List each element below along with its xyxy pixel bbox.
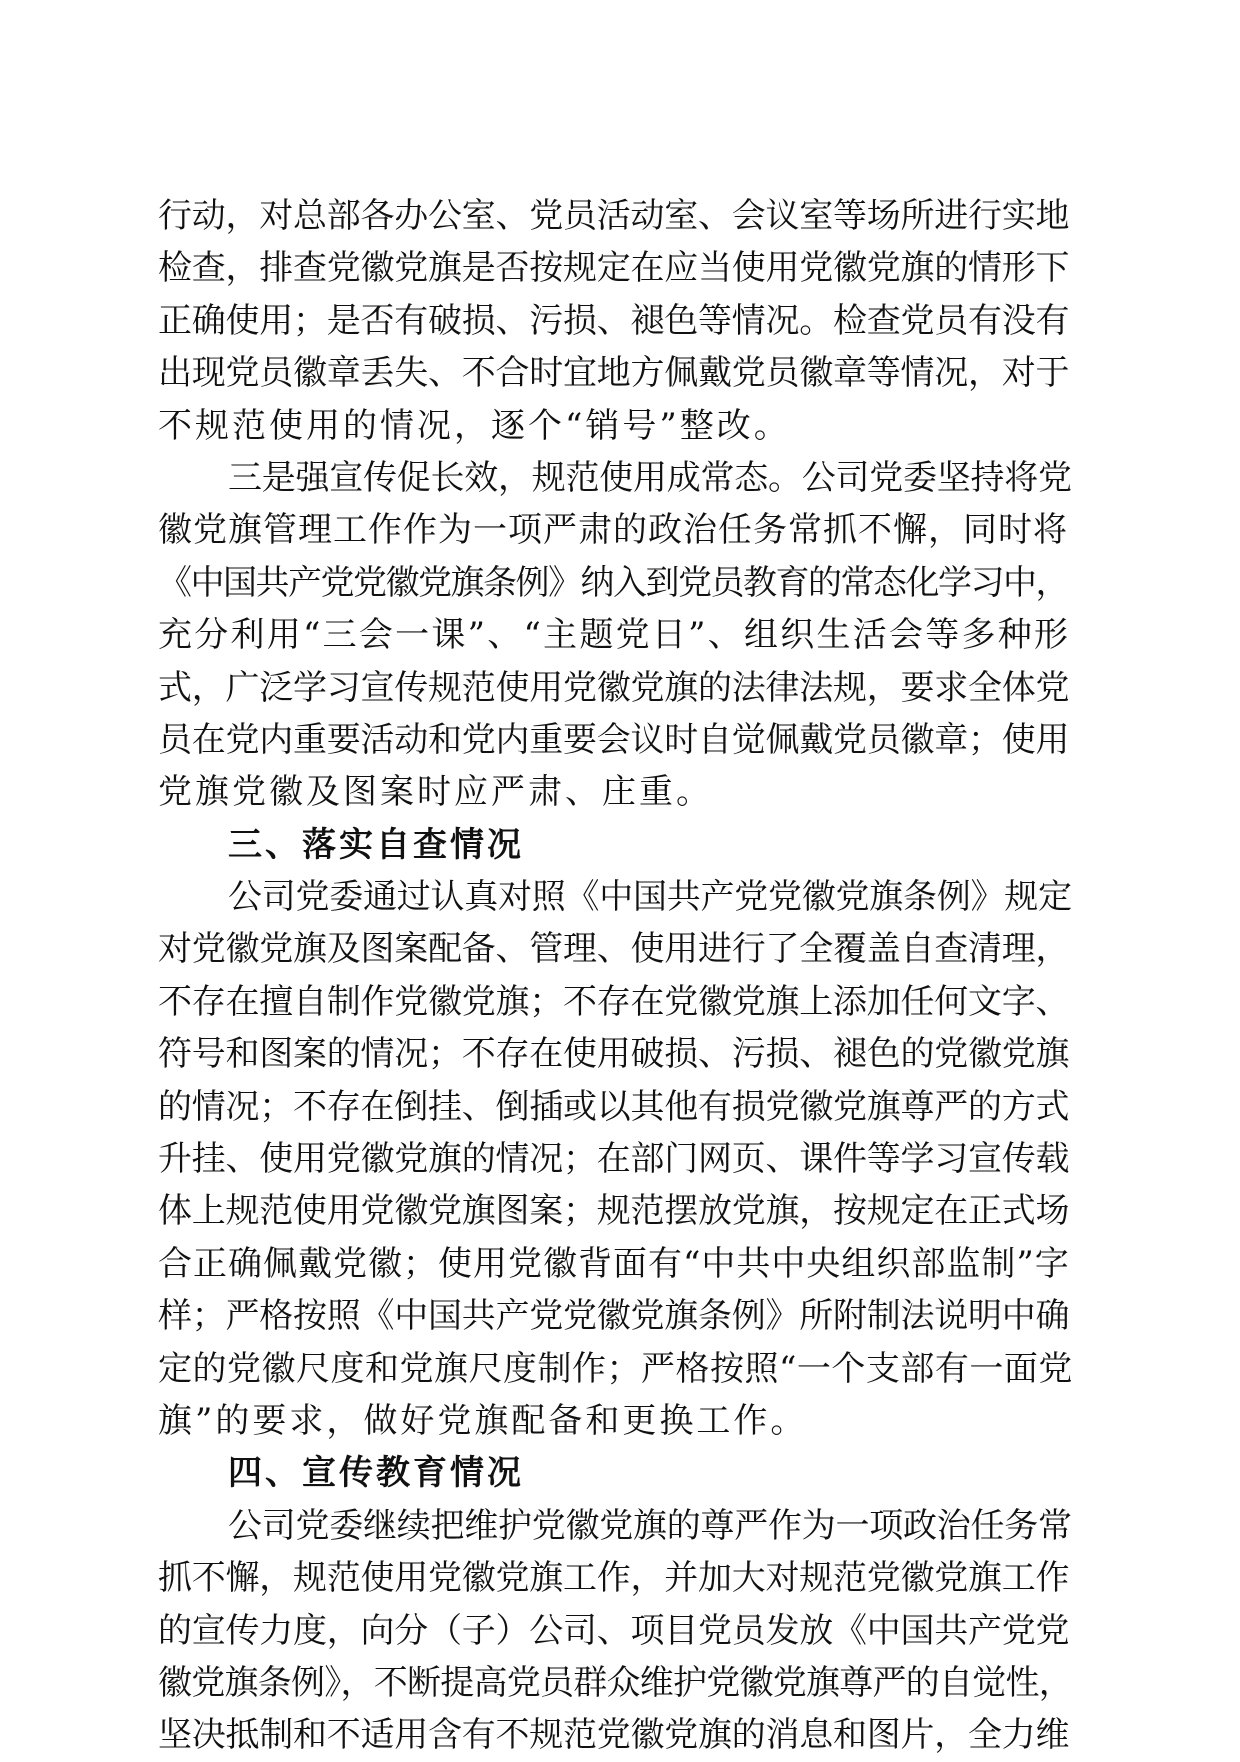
section-heading: 三、落实自查情况 [228, 824, 524, 865]
paragraph-line: 合正确佩戴党徽；使用党徽背面有“中共中央组织部监制”字 [158, 1243, 1070, 1284]
paragraph-line: 行动，对总部各办公室、党员活动室、会议室等场所进行实地 [158, 196, 1070, 236]
paragraph-line: 徽党旗管理工作作为一项严肃的政治任务常抓不懈，同时将 [158, 510, 1068, 551]
paragraph-line: 公司党委通过认真对照《中国共产党党徽党旗条例》规定 [228, 877, 1072, 918]
paragraph-line: 党旗党徽及图案时应严肃、庄重。 [158, 772, 713, 813]
paragraph-line: 徽党旗条例》，不断提高党员群众维护党徽党旗尊严的自觉性， [158, 1662, 1072, 1703]
section-heading: 四、宣传教育情况 [228, 1453, 524, 1494]
paragraph-line: 公司党委继续把维护党徽党旗的尊严作为一项政治任务常 [228, 1505, 1072, 1546]
paragraph-line: 正确使用；是否有破损、污损、褪色等情况。检查党员有没有 [158, 300, 1070, 341]
paragraph-line: 体上规范使用党徽党旗图案；规范摆放党旗，按规定在正式场 [158, 1191, 1070, 1232]
paragraph-line: 充分利用“三会一课”、“主题党日”、组织生活会等多种形 [158, 615, 1071, 656]
paragraph-line: 的宣传力度，向分（子）公司、项目党员发放《中国共产党党 [158, 1610, 1070, 1651]
paragraph-line: 三是强宣传促长效，规范使用成常态。公司党委坚持将党 [228, 457, 1072, 498]
paragraph-line: 式，广泛学习宣传规范使用党徽党旗的法律法规，要求全体党 [158, 667, 1070, 708]
paragraph-line: 样；严格按照《中国共产党党徽党旗条例》所附制法说明中确 [158, 1296, 1070, 1337]
paragraph-line: 旗”的要求，做好党旗配备和更换工作。 [158, 1400, 808, 1441]
paragraph-line: 升挂、使用党徽党旗的情况；在部门网页、课件等学习宣传载 [158, 1139, 1070, 1180]
paragraph-line: 员在党内重要活动和党内重要会议时自觉佩戴党员徽章；使用 [158, 719, 1070, 760]
paragraph-line: 抓不懈，规范使用党徽党旗工作，并加大对规范党徽党旗工作 [158, 1558, 1070, 1599]
paragraph-line: 对党徽党旗及图案配备、管理、使用进行了全覆盖自查清理， [158, 929, 1070, 970]
paragraph-line: 出现党员徽章丢失、不合时宜地方佩戴党员徽章等情况，对于 [158, 353, 1070, 394]
paragraph-line: 检查，排查党徽党旗是否按规定在应当使用党徽党旗的情形下 [158, 248, 1070, 289]
paragraph-line: 《中国共产党党徽党旗条例》纳入到党员教育的常态化学习中， [158, 562, 1068, 603]
paragraph-line: 坚决抵制和不适用含有不规范党徽党旗的消息和图片，全力维 [158, 1715, 1070, 1756]
paragraph-line: 符号和图案的情况；不存在使用破损、污损、褪色的党徽党旗 [158, 1034, 1070, 1075]
paragraph-line: 的情况；不存在倒挂、倒插或以其他有损党徽党旗尊严的方式 [158, 1086, 1070, 1127]
paragraph-line: 定的党徽尺度和党旗尺度制作；严格按照“一个支部有一面党 [158, 1348, 1073, 1389]
paragraph-line: 不存在擅自制作党徽党旗；不存在党徽党旗上添加任何文字、 [158, 981, 1070, 1022]
paragraph-line: 不规范使用的情况，逐个“销号”整改。 [158, 405, 791, 446]
document-page [158, 190, 1074, 1762]
